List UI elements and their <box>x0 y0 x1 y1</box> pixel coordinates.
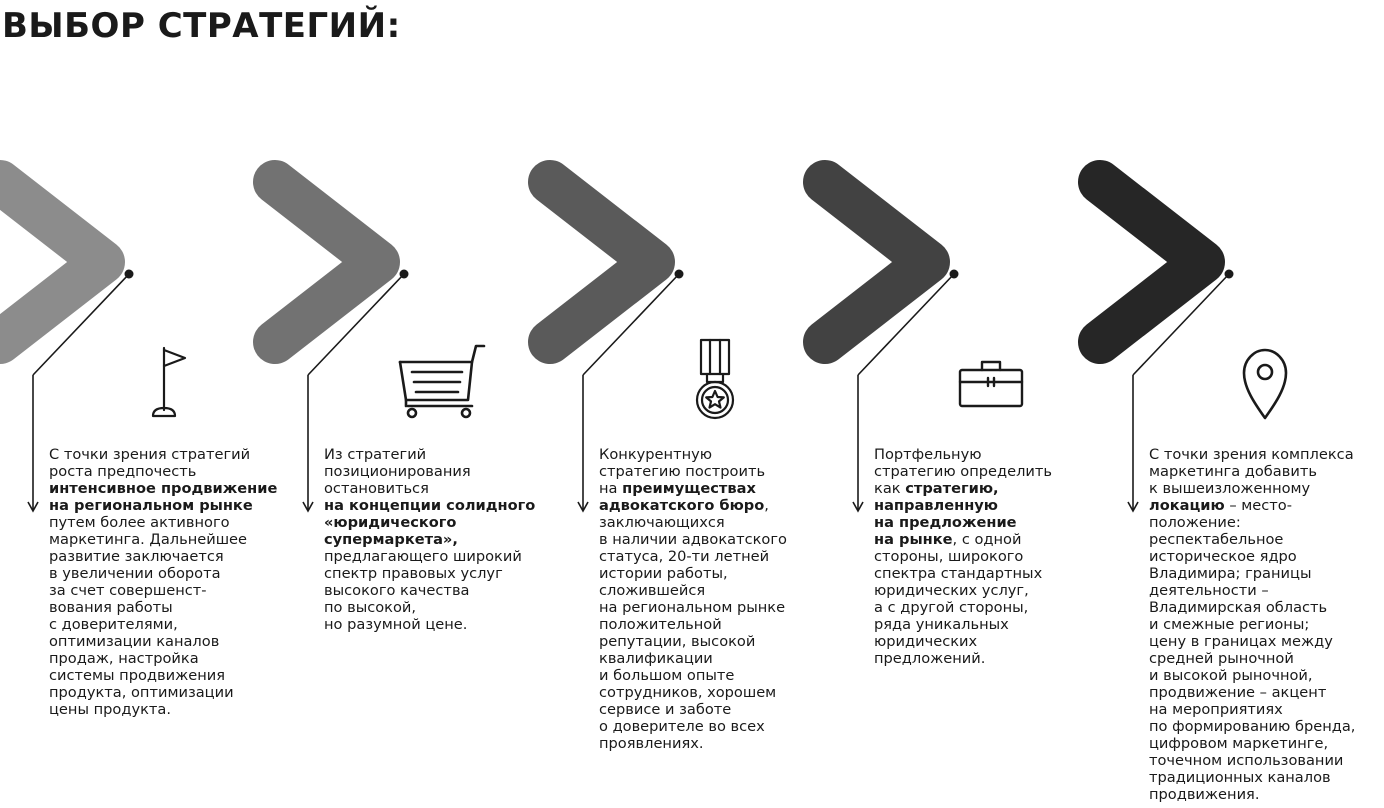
text-line <box>599 684 839 701</box>
text-line <box>49 480 289 497</box>
text: средней рыночной <box>1149 650 1294 667</box>
text: предлагающего широкий <box>324 548 522 565</box>
text-line <box>1149 514 1384 531</box>
location-pin-icon <box>1244 350 1286 418</box>
text-line <box>874 514 1114 531</box>
text-line <box>49 548 289 565</box>
text: цифровом маркетинге, <box>1149 735 1329 752</box>
bold-text: преимуществах <box>622 480 756 497</box>
text: роста предпочесть <box>49 463 197 480</box>
text-line <box>1149 718 1384 735</box>
bold-text: адвокатского бюро <box>599 497 765 514</box>
text: юридических <box>874 633 978 650</box>
text-line <box>324 531 564 548</box>
text-line <box>1149 650 1384 667</box>
text-line <box>599 514 839 531</box>
text-line <box>1149 463 1384 480</box>
text: развитие заключается <box>49 548 224 565</box>
text-line <box>1149 769 1384 786</box>
text-line <box>599 446 839 463</box>
text: Конкурентную <box>599 446 713 463</box>
text: сервисе и заботе <box>599 701 732 718</box>
text-line <box>874 446 1114 463</box>
text-line <box>874 497 1114 514</box>
text: высокого качества <box>324 582 470 599</box>
text: продвижение – акцент <box>1149 684 1327 701</box>
flag-icon <box>153 348 185 416</box>
text: продукта, оптимизации <box>49 684 234 701</box>
text: С точки зрения стратегий <box>49 446 251 463</box>
text: статуса, 20-ти летней <box>599 548 770 565</box>
text: как <box>874 480 906 497</box>
text: о доверителе во всех <box>599 718 765 735</box>
text-line <box>49 463 289 480</box>
text: в увеличении оборота <box>49 565 221 582</box>
bold-text: направленную <box>874 497 998 514</box>
text-line <box>599 480 839 497</box>
text-line <box>599 650 839 667</box>
text-line <box>599 633 839 650</box>
text: маркетинга добавить <box>1149 463 1317 480</box>
text-line <box>599 735 839 752</box>
text: Владимирская область <box>1149 599 1328 616</box>
text: традиционных каналов <box>1149 769 1331 786</box>
text-line <box>49 650 289 667</box>
text-line <box>1149 752 1384 769</box>
text-line <box>599 599 839 616</box>
text: по формированию бренда, <box>1149 718 1356 735</box>
page-title: ВЫБОР СТРАТЕГИЙ: <box>2 6 401 46</box>
text: , с одной <box>952 531 1022 548</box>
text: стратегию построить <box>599 463 766 480</box>
text: Владимира; границы <box>1149 565 1312 582</box>
text-line <box>324 565 564 582</box>
text-line <box>49 514 289 531</box>
bold-text: стратегию, <box>905 480 999 497</box>
text: Из стратегий <box>324 446 427 463</box>
bold-text: «юридического <box>324 514 457 531</box>
text-line <box>324 463 564 480</box>
text: спектра стандартных <box>874 565 1043 582</box>
text: ряда уникальных <box>874 616 1009 633</box>
text-line <box>874 548 1114 565</box>
text: и высокой рыночной, <box>1149 667 1313 684</box>
text: квалификации <box>599 650 713 667</box>
text: оптимизации каналов <box>49 633 220 650</box>
text-line <box>324 497 564 514</box>
text-line <box>599 701 839 718</box>
text-line <box>49 565 289 582</box>
text-line <box>324 480 564 497</box>
text-line <box>599 531 839 548</box>
text-line <box>49 582 289 599</box>
text-line <box>49 599 289 616</box>
text: сложившейся <box>599 582 706 599</box>
text: С точки зрения комплекса <box>1149 446 1354 463</box>
bold-text: на концепции солидного <box>324 497 536 514</box>
text: , <box>764 497 769 514</box>
text-line <box>1149 786 1384 803</box>
text: репутации, высокой <box>599 633 756 650</box>
text-line <box>324 514 564 531</box>
text-line <box>874 480 1114 497</box>
text-line <box>1149 684 1384 701</box>
text-line <box>1149 548 1384 565</box>
text: цены продукта. <box>49 701 171 718</box>
bold-text: локацию <box>1149 497 1225 514</box>
text: предложений. <box>874 650 986 667</box>
text-line <box>49 446 289 463</box>
bold-text: супермаркета», <box>324 531 458 548</box>
text-line <box>599 582 839 599</box>
briefcase-icon <box>960 362 1022 406</box>
text-line <box>324 446 564 463</box>
text-line <box>49 497 289 514</box>
text-line <box>599 463 839 480</box>
text: стороны, широкого <box>874 548 1024 565</box>
text-line <box>49 701 289 718</box>
text-line <box>599 718 839 735</box>
text: но разумной цене. <box>324 616 468 633</box>
text: продвижения. <box>1149 786 1260 803</box>
text-line <box>49 684 289 701</box>
medal-icon <box>697 340 733 418</box>
text: остановиться <box>324 480 429 497</box>
text-line <box>1149 599 1384 616</box>
text: с доверителями, <box>49 616 178 633</box>
text: по высокой, <box>324 599 417 616</box>
text-line <box>1149 582 1384 599</box>
text-line <box>1149 667 1384 684</box>
text-line <box>49 616 289 633</box>
text: цену в границах между <box>1149 633 1333 650</box>
strategy-text-5 <box>1149 446 1384 803</box>
text-line <box>49 667 289 684</box>
text: сотрудников, хорошем <box>599 684 777 701</box>
text: на региональном рынке <box>599 599 786 616</box>
text: к вышеизложенному <box>1149 480 1311 497</box>
text-line <box>1149 616 1384 633</box>
text-line <box>324 548 564 565</box>
text-line <box>1149 565 1384 582</box>
bold-text: на предложение <box>874 514 1017 531</box>
strategy-text-2 <box>324 446 564 633</box>
text: вования работы <box>49 599 173 616</box>
text: положительной <box>599 616 722 633</box>
text-line <box>874 616 1114 633</box>
text: в наличии адвокатского <box>599 531 787 548</box>
text-line <box>1149 633 1384 650</box>
text: на мероприятиях <box>1149 701 1283 718</box>
bold-text: на региональном рынке <box>49 497 253 514</box>
text-line <box>324 616 564 633</box>
text-line <box>599 616 839 633</box>
text-line <box>324 582 564 599</box>
text: за счет совершенст- <box>49 582 207 599</box>
text-line <box>599 565 839 582</box>
shopping-cart-icon <box>400 346 484 417</box>
bold-text: интенсивное продвижение <box>49 480 278 497</box>
text: проявлениях. <box>599 735 704 752</box>
text-line <box>324 599 564 616</box>
text: путем более активного <box>49 514 230 531</box>
text: стратегию определить <box>874 463 1052 480</box>
text: положение: <box>1149 514 1241 531</box>
text: продаж, настройка <box>49 650 199 667</box>
text-line <box>599 667 839 684</box>
strategy-text-4 <box>874 446 1114 667</box>
text-line <box>1149 497 1384 514</box>
text-line <box>874 633 1114 650</box>
text-line <box>1149 480 1384 497</box>
text: спектр правовых услуг <box>324 565 503 582</box>
text: точечном использовании <box>1149 752 1344 769</box>
text-line <box>874 599 1114 616</box>
text: истории работы, <box>599 565 728 582</box>
text-line <box>1149 531 1384 548</box>
text-line <box>599 497 839 514</box>
text-line <box>599 548 839 565</box>
text: маркетинга. Дальнейшее <box>49 531 248 548</box>
text-line <box>874 565 1114 582</box>
text-line <box>874 463 1114 480</box>
strategy-text-1 <box>49 446 289 718</box>
text-line <box>874 531 1114 548</box>
text-line <box>49 531 289 548</box>
text-line <box>49 633 289 650</box>
strategy-text-3 <box>599 446 839 752</box>
text: заключающихся <box>599 514 725 531</box>
text-line <box>1149 735 1384 752</box>
text-line <box>1149 446 1384 463</box>
text: и смежные регионы; <box>1149 616 1310 633</box>
text: деятельности – <box>1149 582 1269 599</box>
text: и большом опыте <box>599 667 735 684</box>
text: а с другой стороны, <box>874 599 1029 616</box>
text: респектабельное <box>1149 531 1284 548</box>
bold-text: на рынке <box>874 531 953 548</box>
text: позиционирования <box>324 463 471 480</box>
text-line <box>874 582 1114 599</box>
text: – место- <box>1224 497 1292 514</box>
text-line <box>874 650 1114 667</box>
text: Портфельную <box>874 446 982 463</box>
text: историческое ядро <box>1149 548 1297 565</box>
text: на <box>599 480 623 497</box>
text: юридических услуг, <box>874 582 1029 599</box>
text: системы продвижения <box>49 667 226 684</box>
text-line <box>1149 701 1384 718</box>
